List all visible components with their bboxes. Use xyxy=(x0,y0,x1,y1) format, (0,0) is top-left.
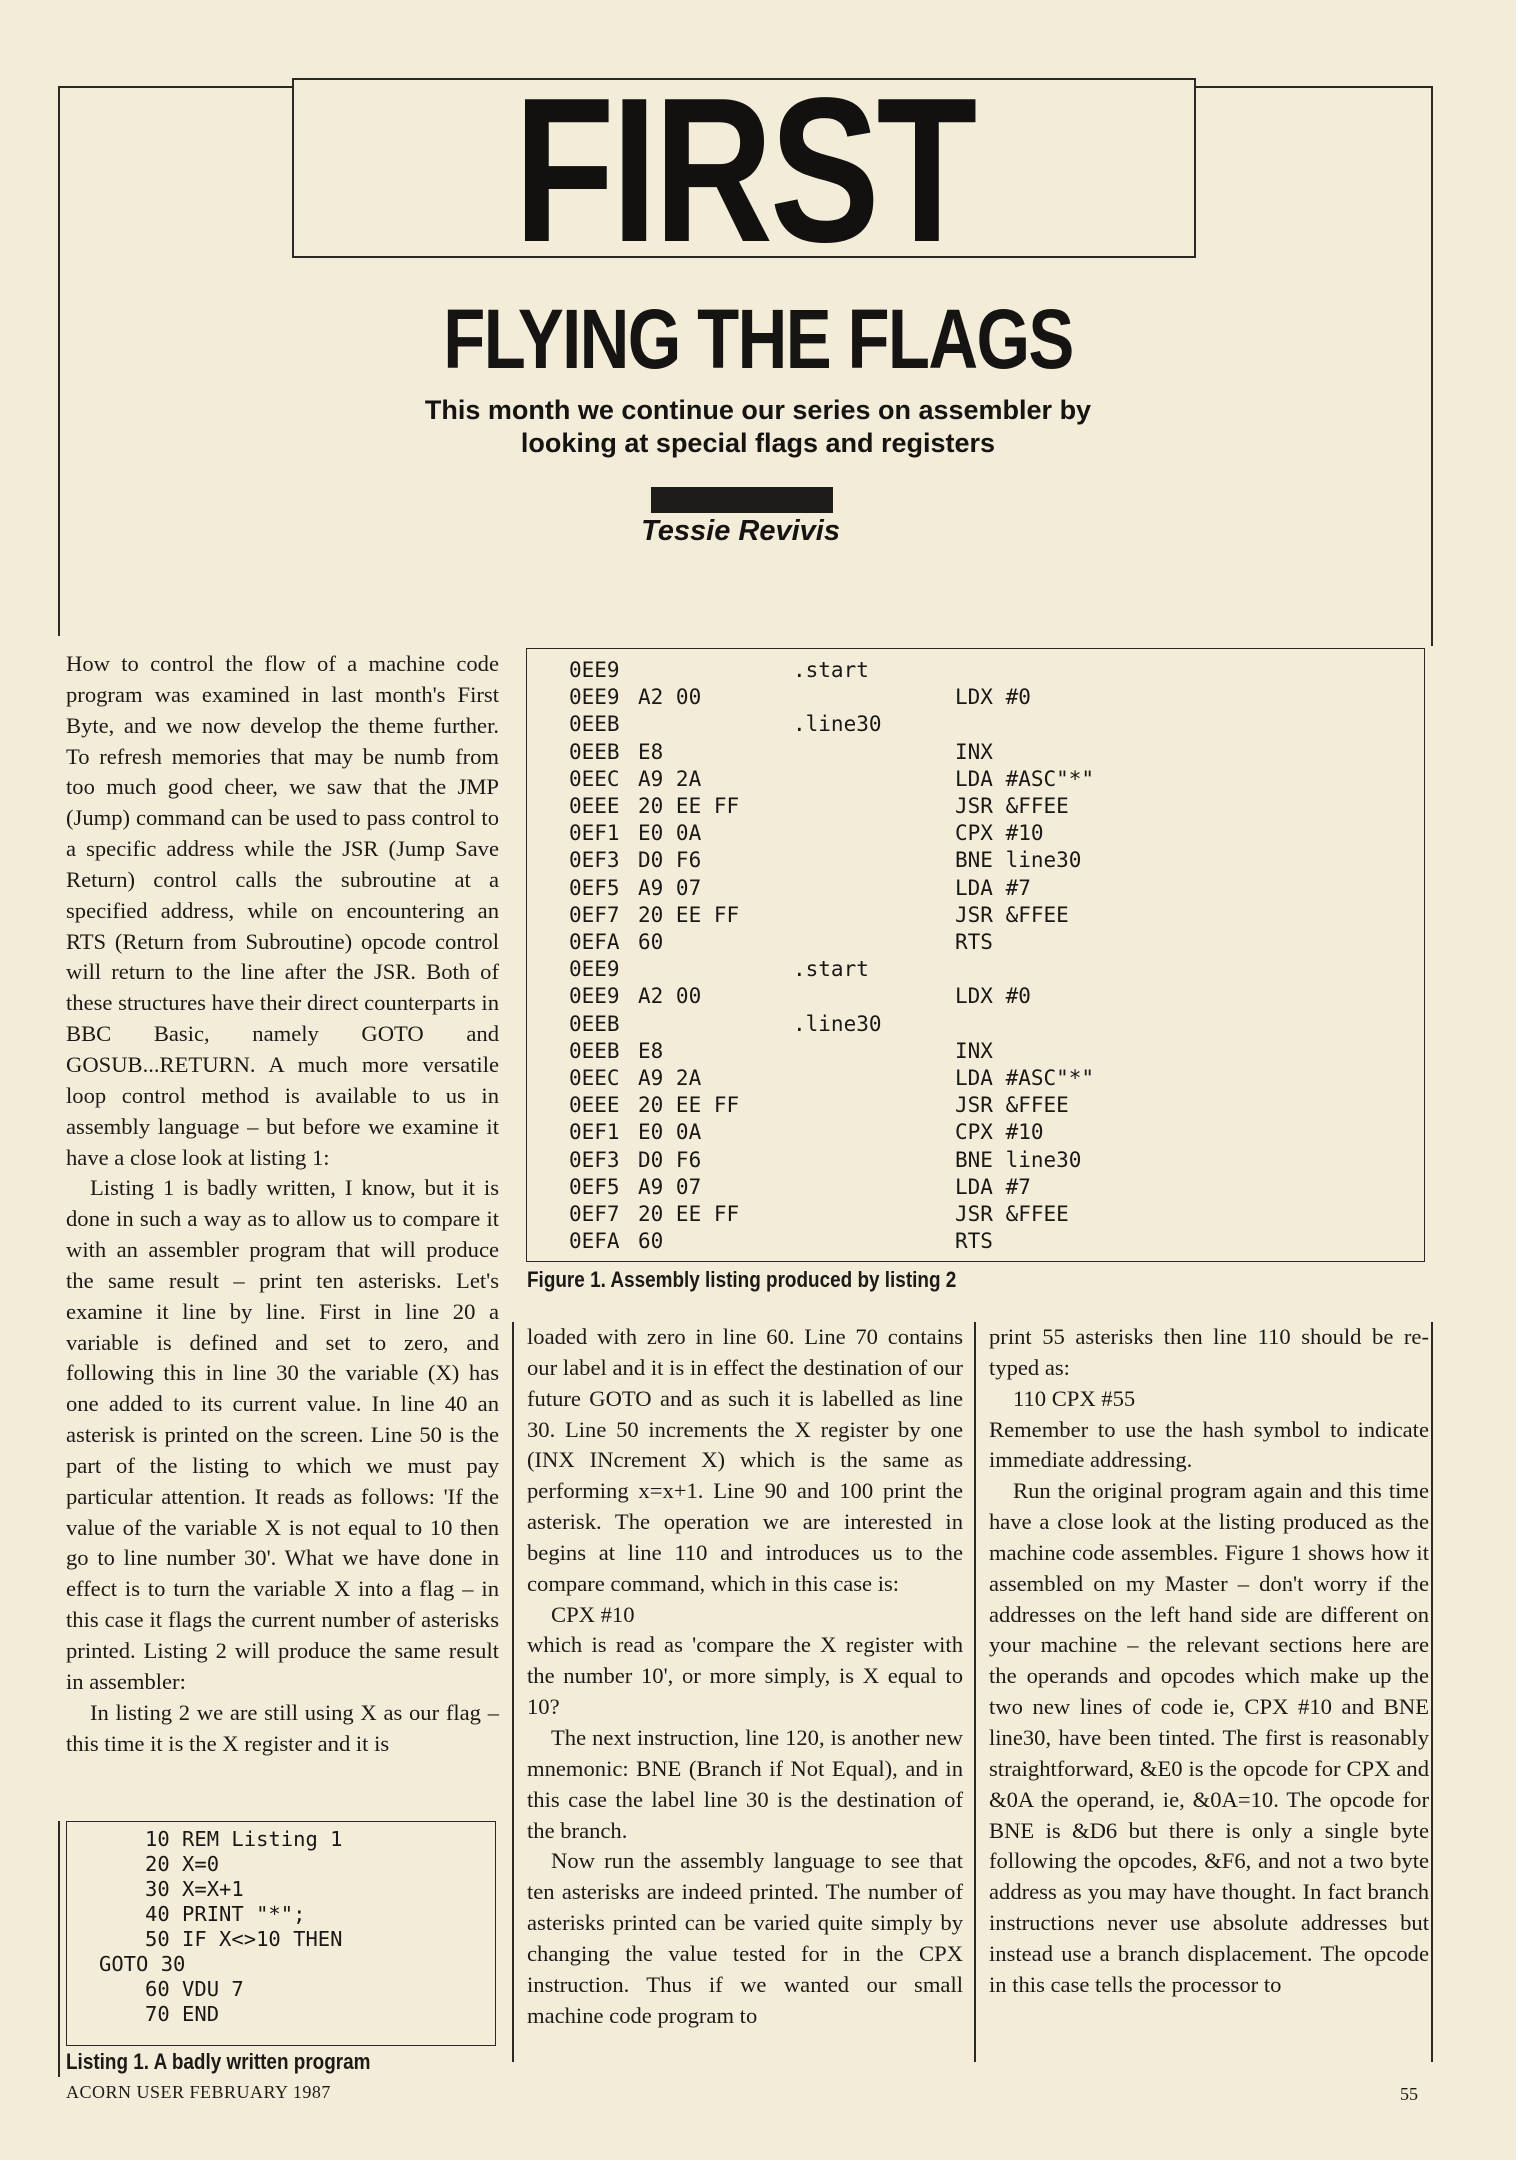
assembly-bytes: 20 EE FF xyxy=(638,794,740,818)
assembly-address: 0EF1 xyxy=(569,821,620,846)
masthead: FIRST xyxy=(513,78,975,258)
page-number: 55 xyxy=(1400,2084,1418,2104)
figure-1-caption: Figure 1. Assembly listing produced by listing 2 xyxy=(527,1267,957,1292)
listing-1-code xyxy=(66,1821,496,2046)
assembly-instruction: RTS xyxy=(955,1229,993,1254)
paragraph: which is read as 'compare the X register with the number 10', or more simply, is X equal to 10? xyxy=(527,1632,963,1720)
listing-line: 40 PRINT "*"; xyxy=(145,1902,306,1926)
assembly-bytes: 20 EE FF xyxy=(638,1093,740,1118)
assembly-row xyxy=(527,1119,1424,1146)
assembly-row xyxy=(527,1228,1424,1255)
assembly-label: .start xyxy=(793,957,869,982)
paragraph: Now run the assembly language to see that ten asterisks are indeed printed. The number of asterisks printed can be varied quite simply by changing the value tested for in the CPX instruction. Thus if we wanted our small machine code program to xyxy=(527,1848,963,2028)
column-rule xyxy=(974,1322,976,2062)
column-rule xyxy=(1431,1322,1433,2062)
assembly-instruction: INX xyxy=(955,1038,993,1063)
assembly-label: .line30 xyxy=(793,1011,882,1036)
assembly-address: 0EEB xyxy=(569,739,620,764)
assembly-bytes: E8 xyxy=(638,739,664,764)
assembly-instruction: LDA #ASC"*" xyxy=(955,766,1095,791)
page-frame-left-rule xyxy=(58,86,60,636)
assembly-instruction: LDX #0 xyxy=(955,685,1031,710)
assembly-address: 0EF7 xyxy=(569,902,620,927)
paragraph: In listing 2 we are still using X as our flag – this time it is the X register and it is xyxy=(66,1699,499,1756)
assembly-bytes: E0 0A xyxy=(638,821,702,846)
page-frame-top-rule-left xyxy=(58,86,293,88)
figure-1-assembly-listing xyxy=(526,648,1425,1262)
assembly-address: 0EE9 xyxy=(569,984,620,1009)
assembly-instruction: JSR &FFEE xyxy=(955,794,1069,818)
paragraph: Run the original program again and this time have a close look at the listing produced as the machine code assembles. Figure 1 shows how it assembled on my Master – don't worry if the addresses on the left hand side are different on your machine – the relevant sections here are the operands and opcodes which make up the two new lines of code ie, CPX #10 and BNE line30, have been tinted. The first is reasonably straightforward, &E0 is the opcode for CPX and &0A the operand, ie, &0A=10. The opcode for BNE is &D6 but there is only a single byte following the opcodes, &F6, and not a two byte address as you may have thought. In fact branch instructions never use absolute addresses but instead use a branch displacement. The opcode in this case tells the processor to xyxy=(989,1478,1429,1997)
standfirst-line: looking at special flags and registers xyxy=(520,428,996,458)
listing-line: 50 IF X<>10 THEN xyxy=(145,1927,343,1951)
assembly-bytes: A9 2A xyxy=(638,766,702,791)
assembly-row xyxy=(527,657,1424,684)
assembly-row xyxy=(527,1201,1424,1228)
listing-line: 70 END xyxy=(145,2002,220,2026)
assembly-address: 0EE9 xyxy=(569,957,620,982)
assembly-address: 0EF7 xyxy=(569,1202,620,1226)
assembly-address: 0EF1 xyxy=(569,1120,620,1145)
listing-1-side-rule xyxy=(58,1821,60,2077)
paragraph: print 55 asterisks then line 110 should be re-typed as: xyxy=(989,1324,1429,1380)
listing-1-caption: Listing 1. A badly written program xyxy=(66,2049,371,2074)
assembly-bytes: E8 xyxy=(638,1038,664,1063)
assembly-address: 0EE9 xyxy=(569,658,620,682)
assembly-instruction: BNE line30 xyxy=(955,1147,1082,1172)
assembly-row xyxy=(527,902,1424,929)
body-column-2 xyxy=(527,1322,963,2031)
assembly-row xyxy=(527,711,1424,738)
assembly-instruction: LDX #0 xyxy=(955,984,1031,1009)
assembly-address: 0EF5 xyxy=(569,1174,620,1199)
paragraph: loaded with zero in line 60. Line 70 contains our label and it is in effect the destination of our future GOTO and as such it is labelled as line 30. Line 50 increments the X register by one (INX INcrement X) which is the same as performing x=x+1. Line 90 and 100 print the asterisk. The operation we are interested in begins at line 110 and introduces us to the compare command, which in this case is: xyxy=(527,1324,963,1596)
footer-publication: ACORN USER FEBRUARY 1987 xyxy=(66,2082,331,2102)
assembly-instruction: RTS xyxy=(955,930,993,954)
assembly-row xyxy=(527,739,1424,766)
assembly-address: 0EEB xyxy=(569,1038,620,1063)
assembly-bytes: A9 2A xyxy=(638,1066,702,1090)
assembly-bytes: E0 0A xyxy=(638,1120,702,1145)
paragraph: The next instruction, line 120, is another new mnemonic: BNE (Branch if Not Equal), and in this case the label line 30 is the destination of the branch. xyxy=(527,1724,963,1843)
byline-bar xyxy=(651,487,833,513)
assembly-row xyxy=(527,1011,1424,1038)
assembly-row xyxy=(527,820,1424,847)
paragraph: Listing 1 is badly written, I know, but it is done in such a way as to allow us to compare it with an assembler program that will produce the same result – print ten asterisks. Let's examine it line by line. First in line 20 a variable is defined and set to zero, and following this in line 30 the variable (X) has one added to its current value. In line 40 an asterisk is printed on the screen. Line 50 is the part of the listing to which we must pay particular attention. It reads as follows: 'If the value of the variable X is not equal to 10 then go to line number 30'. What we have done in effect is to turn the variable X into a flag – in this case it flags the current number of asterisks printed. Listing 2 will produce the same result in assembler: xyxy=(66,1175,499,1694)
listing-line: 30 X=X+1 xyxy=(145,1877,244,1901)
assembly-row xyxy=(527,929,1424,956)
assembly-instruction: JSR &FFEE xyxy=(955,1202,1069,1226)
assembly-address: 0EFA xyxy=(569,930,620,954)
assembly-row xyxy=(527,1174,1424,1201)
standfirst xyxy=(0,394,1516,460)
assembly-address: 0EFA xyxy=(569,1229,620,1254)
listing-line: GOTO 30 xyxy=(99,1952,186,1976)
assembly-row xyxy=(527,766,1424,793)
assembly-address: 0EEC xyxy=(569,766,620,791)
assembly-instruction: JSR &FFEE xyxy=(955,902,1069,927)
assembly-instruction: LDA #7 xyxy=(955,875,1031,900)
listing-line: 20 X=0 xyxy=(145,1852,220,1876)
assembly-bytes: 60 xyxy=(638,930,664,954)
masthead-box xyxy=(292,78,1196,258)
body-column-1 xyxy=(66,649,499,1759)
assembly-label: .start xyxy=(793,658,869,682)
assembly-instruction: LDA #7 xyxy=(955,1174,1031,1199)
assembly-instruction: CPX #10 xyxy=(955,1120,1044,1145)
assembly-address: 0EEB xyxy=(569,1011,620,1036)
assembly-address: 0EF5 xyxy=(569,875,620,900)
assembly-row xyxy=(527,847,1424,874)
assembly-address: 0EEE xyxy=(569,794,620,818)
assembly-row xyxy=(527,875,1424,902)
body-column-3 xyxy=(989,1322,1429,2001)
assembly-address: 0EE9 xyxy=(569,685,620,710)
assembly-bytes: A2 00 xyxy=(638,984,702,1009)
assembly-bytes: D0 F6 xyxy=(638,1147,702,1172)
assembly-bytes: 20 EE FF xyxy=(638,902,740,927)
code-line: CPX #10 xyxy=(551,1601,635,1627)
assembly-row xyxy=(527,1147,1424,1174)
paragraph: How to control the flow of a machine code program was examined in last month's First Byte, and we now develop the theme further. To refresh memories that may be numb from too much good cheer, we saw that the JMP (Jump) command can be used to pass control to a specific address while the JSR (Jump Save Return) control calls the subroutine at a specified address, while on encountering an RTS (Return from Subroutine) opcode control will return to the line after the JSR. Both of these structures have their direct counterparts in BBC Basic, namely GOTO and GOSUB...RETURN. A much more versatile loop control method is available to us in assembly language – but before we examine it have a close look at listing 1: xyxy=(66,651,499,1170)
headline: FLYING THE FLAGS xyxy=(443,292,1073,386)
assembly-instruction: LDA #ASC"*" xyxy=(955,1066,1095,1090)
code-line: 110 CPX #55 xyxy=(1013,1385,1136,1411)
column-rule xyxy=(512,1322,514,2062)
assembly-address: 0EEE xyxy=(569,1093,620,1118)
assembly-bytes: A9 07 xyxy=(638,875,702,900)
assembly-row xyxy=(527,1065,1424,1092)
assembly-row xyxy=(527,1038,1424,1065)
assembly-label: .line30 xyxy=(793,712,882,737)
assembly-address: 0EEB xyxy=(569,712,620,737)
assembly-address: 0EF3 xyxy=(569,1147,620,1172)
assembly-row xyxy=(527,983,1424,1010)
assembly-row xyxy=(527,956,1424,983)
assembly-row xyxy=(527,684,1424,711)
page-frame-top-rule-right xyxy=(1195,86,1433,88)
assembly-row xyxy=(527,1092,1424,1119)
byline: Tessie Revivis xyxy=(641,515,840,547)
assembly-instruction: INX xyxy=(955,739,993,764)
assembly-row xyxy=(527,793,1424,820)
listing-line: 60 VDU 7 xyxy=(145,1977,244,2001)
assembly-address: 0EEC xyxy=(569,1066,620,1090)
assembly-bytes: A9 07 xyxy=(638,1174,702,1199)
assembly-bytes: 60 xyxy=(638,1229,664,1254)
assembly-instruction: BNE line30 xyxy=(955,848,1082,873)
paragraph: Remember to use the hash symbol to indicate immediate addressing. xyxy=(989,1416,1429,1473)
assembly-bytes: 20 EE FF xyxy=(638,1202,740,1226)
assembly-instruction: CPX #10 xyxy=(955,821,1044,846)
page-frame-right-rule xyxy=(1431,86,1433,646)
assembly-bytes: A2 00 xyxy=(638,685,702,710)
assembly-bytes: D0 F6 xyxy=(638,848,702,873)
assembly-address: 0EF3 xyxy=(569,848,620,873)
standfirst-line: This month we continue our series on assembler by xyxy=(424,395,1092,425)
listing-line: 10 REM Listing 1 xyxy=(145,1827,343,1851)
assembly-instruction: JSR &FFEE xyxy=(955,1093,1069,1118)
